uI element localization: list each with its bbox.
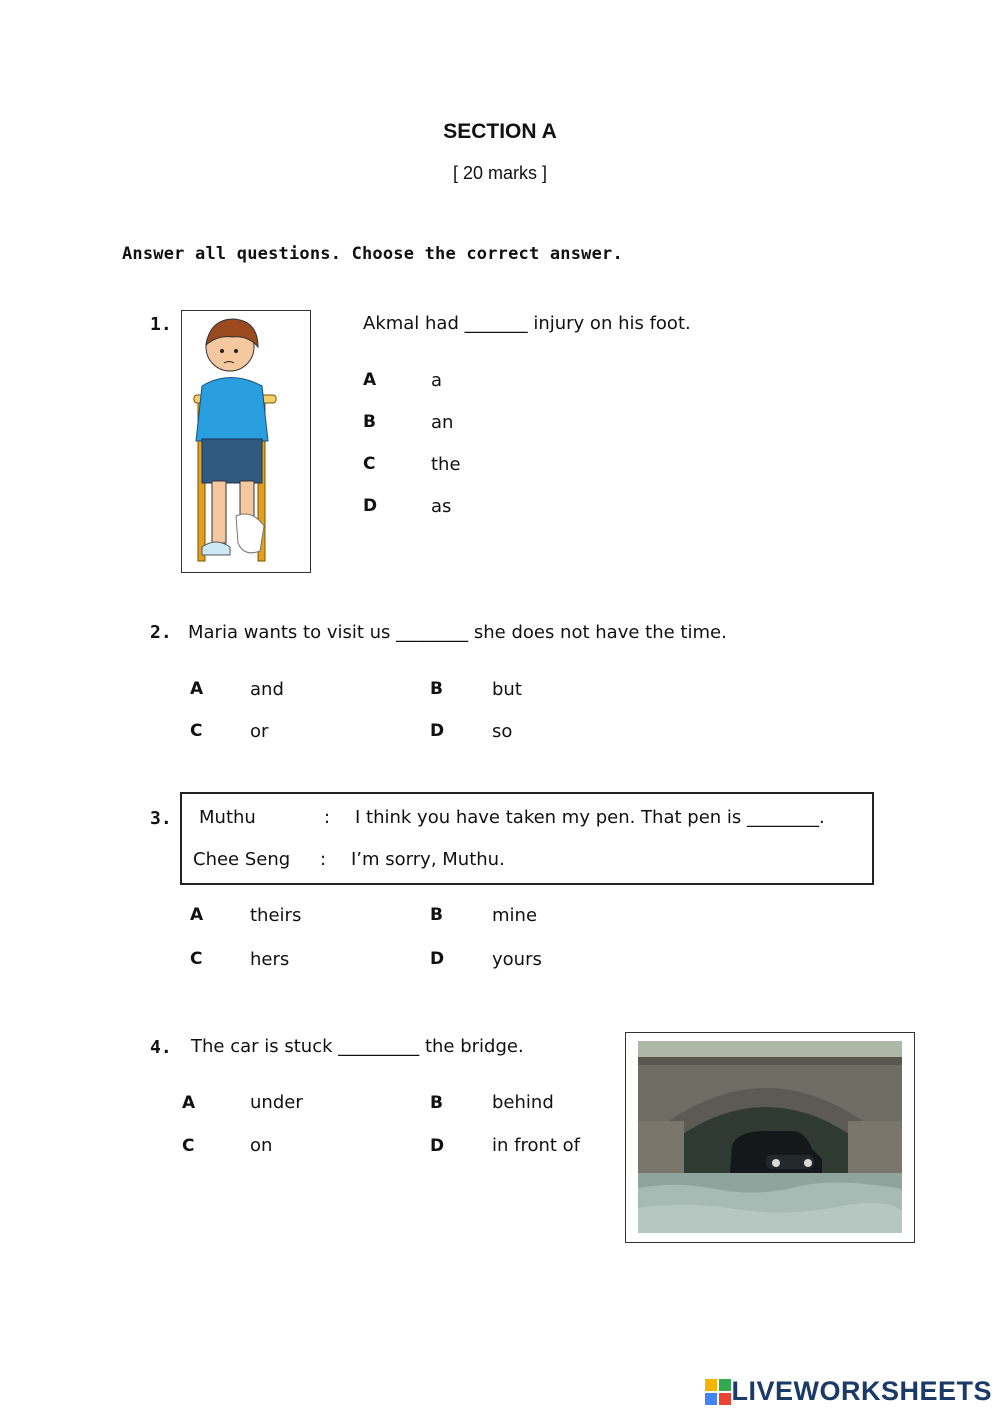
liveworksheets-logo: [705, 1376, 992, 1407]
dialog-separator-2: :: [320, 849, 327, 870]
q1-option-c-letter: C: [363, 454, 376, 474]
q2-option-d[interactable]: so: [492, 721, 513, 742]
question-3-number: 3.: [150, 808, 172, 829]
q1-option-d-letter: D: [363, 496, 378, 516]
section-title: SECTION A: [443, 120, 557, 143]
q4-option-b[interactable]: behind: [492, 1092, 554, 1113]
q3-option-a[interactable]: theirs: [250, 905, 302, 926]
instructions: Answer all questions. Choose the correct answer.: [122, 244, 623, 264]
dialog-box: [180, 792, 874, 885]
q4-option-a-letter: A: [182, 1093, 196, 1113]
question-1-number: 1.: [150, 314, 172, 335]
q3-option-b[interactable]: mine: [492, 905, 538, 926]
q4-option-b-letter: B: [430, 1093, 443, 1113]
q1-option-b-letter: B: [363, 412, 376, 432]
q4-option-d-letter: D: [430, 1136, 445, 1156]
q1-option-b[interactable]: an: [431, 412, 454, 433]
logo-mark-icon: [705, 1379, 731, 1405]
q2-option-c-letter: C: [190, 721, 203, 741]
q4-option-a[interactable]: under: [250, 1092, 303, 1113]
q3-option-c[interactable]: hers: [250, 949, 290, 970]
q3-option-b-letter: B: [430, 905, 443, 925]
q1-option-a-letter: A: [363, 370, 377, 390]
q4-option-c[interactable]: on: [250, 1135, 273, 1156]
question-4-text: The car is stuck _________ the bridge.: [191, 1036, 524, 1057]
dialog-line-2: I’m sorry, Muthu.: [351, 849, 505, 870]
question-4-number: 4.: [150, 1037, 172, 1058]
q1-option-a[interactable]: a: [431, 370, 443, 391]
q2-option-b-letter: B: [430, 679, 443, 699]
dialog-line-1: I think you have taken my pen. That pen is ________.: [355, 807, 825, 828]
q3-option-c-letter: C: [190, 949, 203, 969]
q2-option-a-letter: A: [190, 679, 204, 699]
dialog-separator-1: :: [324, 807, 331, 828]
q4-option-d[interactable]: in front of: [492, 1135, 581, 1156]
q1-option-d[interactable]: as: [431, 496, 452, 517]
boy-on-crutches-image: [181, 310, 311, 573]
car-under-bridge-image: [625, 1032, 915, 1243]
q3-option-a-letter: A: [190, 905, 204, 925]
dialog-speaker-2: Chee Seng: [193, 849, 291, 870]
q2-option-b[interactable]: but: [492, 679, 522, 700]
q1-option-c[interactable]: the: [431, 454, 461, 475]
q2-option-d-letter: D: [430, 721, 445, 741]
q3-option-d-letter: D: [430, 949, 445, 969]
dialog-speaker-1: Muthu: [199, 807, 256, 828]
section-marks: [ 20 marks ]: [452, 163, 548, 183]
q2-option-a[interactable]: and: [250, 679, 284, 700]
q3-option-d[interactable]: yours: [492, 949, 542, 970]
question-1-text: Akmal had _______ injury on his foot.: [363, 313, 691, 334]
logo-text: LIVEWORKSHEETS: [731, 1376, 992, 1406]
q2-option-c[interactable]: or: [250, 721, 269, 742]
question-2-number: 2.: [150, 622, 172, 643]
question-2-text: Maria wants to visit us ________ she does not have the time.: [188, 622, 727, 643]
q4-option-c-letter: C: [182, 1136, 195, 1156]
